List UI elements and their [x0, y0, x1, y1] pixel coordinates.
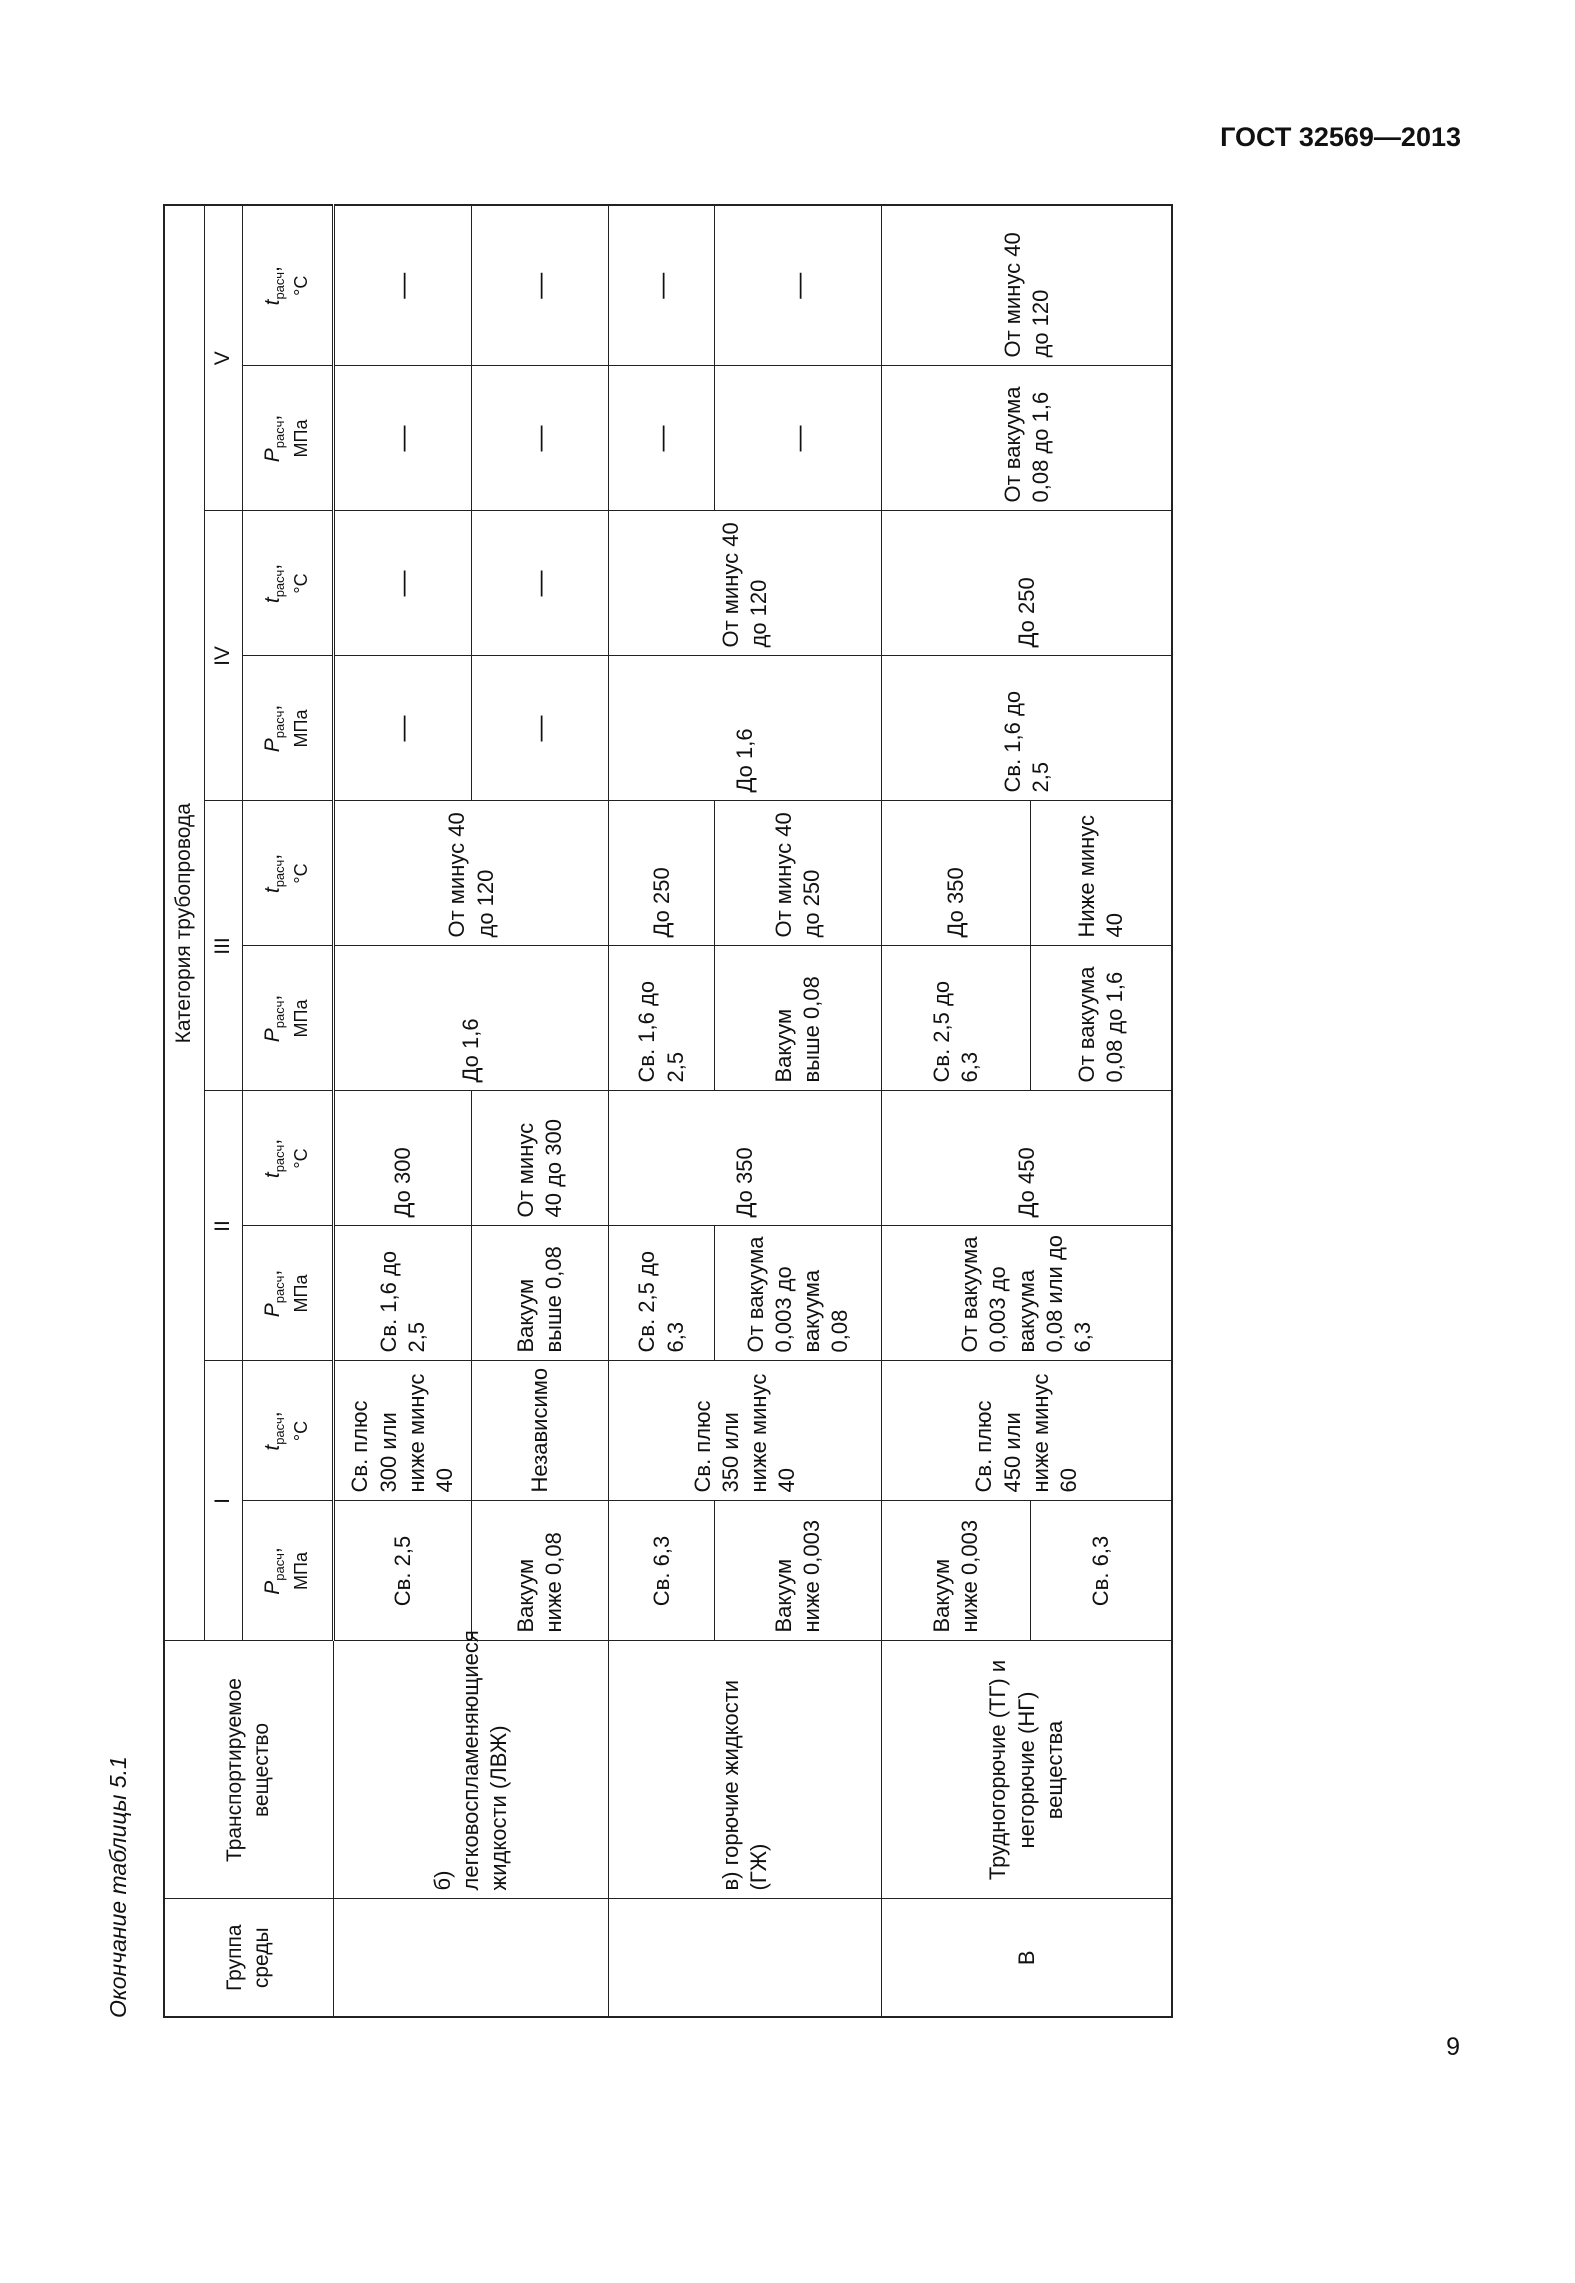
cell: До 350	[609, 1091, 882, 1226]
cell: Св. плюс 300 или ниже минус 40	[333, 1361, 471, 1501]
substance-lvzh: б) легковоспламеняющиеся жидкости (ЛВЖ)	[333, 1641, 608, 1899]
rotated-table-block	[105, 206, 1173, 2018]
cell: От минус 40 до 120	[882, 205, 1172, 366]
cell: —	[333, 511, 471, 656]
cell: До 250	[882, 511, 1172, 656]
header-t-4: $t_{расч}$, °С	[242, 511, 333, 656]
header-p-1: $P_{расч}$, МПа	[242, 1501, 333, 1641]
cell: Независимо	[471, 1361, 609, 1501]
cell: От вакуума 0,003 до вакуума 0,08 или до 6,3	[882, 1226, 1172, 1361]
cell: —	[715, 366, 882, 511]
cell: —	[471, 656, 609, 801]
cell: —	[471, 366, 609, 511]
document-code: ГОСТ 32569—2013	[1220, 122, 1461, 152]
cell: Св. 2,5	[333, 1501, 471, 1641]
cell: Вакуум выше 0,08	[471, 1226, 609, 1361]
cell: —	[471, 205, 609, 366]
header-category: Категория трубопровода	[164, 205, 204, 1641]
cell: —	[609, 366, 715, 511]
header-t-2: $t_{расч}$, °С	[242, 1091, 333, 1226]
header-substance: Транспортируемое вещество	[164, 1641, 333, 1899]
cell: Св. 1,6 до 2,5	[333, 1226, 471, 1361]
cell: До 350	[882, 801, 1030, 946]
cell: Св. 6,3	[1030, 1501, 1172, 1641]
cell: От минус 40 до 120	[333, 801, 608, 946]
cell: До 450	[882, 1091, 1172, 1226]
header-cat-1: I	[204, 1361, 242, 1641]
cell: Св. 2,5 до 6,3	[609, 1226, 715, 1361]
group-cell-empty	[333, 1899, 608, 2017]
substance-gzh: в) горючие жидкости (ГЖ)	[609, 1641, 882, 1899]
table-row	[333, 205, 471, 2017]
cell: Вакуум выше 0,08	[715, 946, 882, 1091]
cell: —	[715, 205, 882, 366]
cell: От минус 40 до 250	[715, 801, 882, 946]
cell: Вакуум ниже 0,08	[471, 1501, 609, 1641]
header-p-3: $P_{расч}$, МПа	[242, 946, 333, 1091]
cell: Св. 2,5 до 6,3	[882, 946, 1030, 1091]
header-cat-4: IV	[204, 511, 242, 801]
table-row	[609, 205, 715, 2017]
pipeline-category-table	[163, 204, 1173, 2018]
cell: От вакуума 0,08 до 1,6	[1030, 946, 1172, 1091]
header-t-5: $t_{расч}$, °С	[242, 205, 333, 366]
cell: От вакуума 0,08 до 1,6	[882, 366, 1172, 511]
cell: —	[333, 366, 471, 511]
cell: Св. 1,6 до 2,5	[882, 656, 1172, 801]
cell: До 250	[609, 801, 715, 946]
group-cell-empty	[609, 1899, 882, 2017]
header-p-2: $P_{расч}$, МПа	[242, 1226, 333, 1361]
cell: От минус 40 до 300	[471, 1091, 609, 1226]
header-p-5: $P_{расч}$, МПа	[242, 366, 333, 511]
table-row	[882, 205, 1030, 2017]
cell: Св. плюс 350 или ниже минус 40	[609, 1361, 882, 1501]
cell: Св. 6,3	[609, 1501, 715, 1641]
cell: —	[609, 205, 715, 366]
page-number: 9	[1446, 2033, 1460, 2061]
cell: До 1,6	[609, 656, 882, 801]
cell: До 300	[333, 1091, 471, 1226]
header-t-3: $t_{расч}$, °С	[242, 801, 333, 946]
cell: —	[333, 656, 471, 801]
header-cat-3: III	[204, 801, 242, 1091]
cell: Ниже минус 40	[1030, 801, 1172, 946]
cell: От вакуума 0,003 до вакуума 0,08	[715, 1226, 882, 1361]
substance-tg-ng: Трудногорючие (ТГ) и негорючие (НГ) вещества	[882, 1641, 1172, 1899]
cell: —	[471, 511, 609, 656]
header-p-4: $P_{расч}$, МПа	[242, 656, 333, 801]
cell: Вакуум ниже 0,003	[882, 1501, 1030, 1641]
cell: До 1,6	[333, 946, 608, 1091]
cell: Св. 1,6 до 2,5	[609, 946, 715, 1091]
cell: Вакуум ниже 0,003	[715, 1501, 882, 1641]
cell: Св. плюс 450 или ниже минус 60	[882, 1361, 1172, 1501]
header-t-1: $t_{расч}$, °С	[242, 1361, 333, 1501]
header-group: Группа среды	[164, 1899, 333, 2017]
table-caption: Окончание таблицы 5.1	[105, 1756, 131, 2018]
header-cat-5: V	[204, 205, 242, 511]
header-cat-2: II	[204, 1091, 242, 1361]
cell: От минус 40 до 120	[609, 511, 882, 656]
group-v: В	[882, 1899, 1172, 2017]
cell: —	[333, 205, 471, 366]
